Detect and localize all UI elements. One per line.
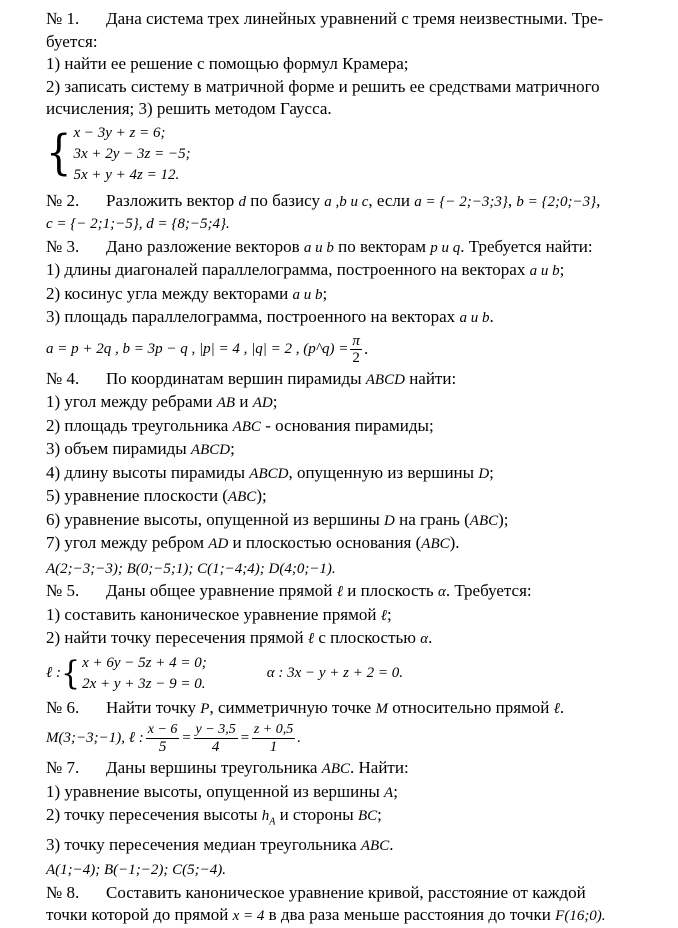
- fraction-bottom: 4: [211, 739, 220, 755]
- task-number: № 4.: [46, 368, 80, 388]
- task-text: по базису: [250, 190, 320, 210]
- fraction-bottom: 5: [158, 739, 167, 755]
- task-number: № 6.: [46, 697, 80, 717]
- item-math: ABCD: [249, 465, 289, 482]
- item-text: .: [428, 628, 433, 647]
- equation-system: [46, 123, 664, 186]
- brace-icon: {: [46, 124, 72, 180]
- item-math: ℓ: [307, 631, 315, 647]
- item-text: ;: [393, 781, 398, 801]
- task-number: № 5.: [46, 581, 80, 600]
- task-4-header: [46, 368, 664, 392]
- task-item: [46, 509, 664, 533]
- item-text: 3) точку пересечения медиан треугольника: [46, 834, 357, 854]
- task-item: [46, 804, 664, 834]
- item-math: D: [384, 512, 395, 529]
- task-number: № 8.: [46, 882, 80, 902]
- item-math: α: [420, 631, 429, 647]
- task-8-header: [46, 882, 664, 905]
- task-number: № 3.: [46, 236, 80, 256]
- task-item: [46, 391, 664, 415]
- task-text: Составить каноническое уравнение кривой, расстояние от каждой: [106, 882, 586, 902]
- task-item: [46, 438, 664, 462]
- item-math: ABC: [232, 418, 261, 435]
- item-text: 2) точку пересечения высоты: [46, 805, 258, 824]
- vectors-c-d: c = {− 2;1;−5}, d = {8;−5;4}.: [46, 216, 230, 232]
- task-3-header: [46, 236, 664, 260]
- task-text: и плоскость: [347, 581, 434, 600]
- pyramid-points: A(2;−3;−3); B(0;−5;1); C(1;−4;4); D(4;0;−1).: [46, 560, 336, 577]
- task-item: [46, 283, 664, 307]
- item-math-sub: A: [269, 816, 276, 828]
- fraction-top: z + 0,5: [253, 722, 294, 737]
- item-math: a и b: [529, 263, 560, 279]
- line-symbol: ℓ: [553, 700, 560, 717]
- item-text: 6) уравнение высоты, опущенной из вершины: [46, 509, 385, 529]
- item-text: и: [235, 392, 253, 411]
- task-3-formula: [46, 333, 664, 366]
- fraction-bottom: 2: [352, 349, 360, 366]
- item-text: ;: [272, 392, 278, 411]
- line-equation: x = 4: [232, 908, 265, 925]
- task-item: 1) найти ее решение с помощью формул Крамера;: [46, 54, 409, 73]
- item-math: AD: [252, 395, 273, 411]
- item-text: , опущенную из вершины: [288, 462, 479, 482]
- item-text: 3) площадь параллелограмма, построенного на векторах: [46, 307, 456, 326]
- item-math: ABC: [227, 489, 257, 505]
- vector-d: d: [238, 193, 247, 210]
- equals-sign: =: [181, 730, 192, 747]
- item-math: ABC: [469, 512, 499, 529]
- task-text: Дана система трех линейных уравнений с тремя неизвестными. Тре-: [106, 9, 604, 28]
- task-number: № 1.: [46, 9, 80, 28]
- task-7-header: [46, 757, 664, 781]
- task-item: [46, 604, 664, 628]
- task-text: по векторам: [338, 236, 426, 256]
- item-text: );: [498, 509, 509, 529]
- task-text: Найти точку: [106, 697, 197, 717]
- triangle-points: A(1;−4); B(−1;−2); C(5;−4).: [46, 862, 227, 879]
- fraction-top: y − 3,5: [195, 722, 236, 737]
- item-text: 1) длины диагоналей параллелограмма, построенного на векторах: [46, 260, 526, 279]
- task-5-header: [46, 580, 664, 604]
- task-text-line: буется:: [46, 31, 98, 51]
- task-text: , симметричную точке: [209, 697, 372, 717]
- item-text: 1) угол между ребрами: [46, 392, 217, 411]
- item-text: 7) угол между ребром: [46, 533, 209, 552]
- item-text: );: [256, 486, 267, 505]
- item-text: ;: [377, 805, 382, 824]
- task-2-header: № 2. Разложить вектор d по базису a ,b и c, если a = {− 2;−3;3}, b = {2;0;−3},: [46, 190, 664, 214]
- task-item: [46, 415, 664, 439]
- fraction-top: π: [352, 332, 360, 349]
- vector-b: b = {2;0;−3}: [516, 193, 597, 210]
- line-label: ℓ :: [128, 730, 144, 747]
- task-text: в два раза меньше расстояния до точки: [268, 905, 551, 925]
- equation: 5x + y + 4z = 12.: [73, 166, 180, 183]
- item-math: a и b: [292, 286, 323, 303]
- item-text: ;: [559, 260, 565, 279]
- item-text: и стороны: [279, 805, 354, 824]
- task-6-formula: [46, 722, 664, 755]
- task-text: Дано разложение векторов: [106, 236, 300, 256]
- fraction-top: x − 6: [147, 722, 178, 737]
- task-text: По координатам вершин пирамиды: [106, 368, 362, 388]
- task-text: Разложить вектор: [106, 190, 235, 210]
- item-text: ;: [386, 604, 392, 624]
- equation: 3x + 2y − 3z = −5;: [73, 145, 191, 162]
- fraction: [146, 722, 180, 755]
- item-math: ABC: [360, 837, 390, 854]
- item-text: 5) уравнение плоскости (: [46, 486, 228, 505]
- formula-end: .: [297, 730, 301, 747]
- item-math: a и b: [459, 310, 490, 326]
- item-text: 1) составить каноническое уравнение прямой: [46, 604, 377, 624]
- vectors-pq: p и q: [430, 239, 461, 256]
- basis-vectors: a ,b и c: [324, 193, 369, 210]
- equation: 2x + y + 3z − 9 = 0.: [82, 675, 206, 692]
- item-text: ;: [230, 439, 235, 458]
- task-1-header: [46, 8, 664, 31]
- task-item: 2) записать систему в матричной форме и решить ее средствами матричного: [46, 76, 600, 96]
- item-math: h: [261, 808, 270, 824]
- item-text: 1) уравнение высоты, опущенной из вершины: [46, 781, 380, 801]
- item-math: D: [478, 465, 490, 482]
- task-text: найти:: [409, 368, 457, 388]
- item-math: AD: [208, 536, 229, 552]
- item-text: - основания пирамиды;: [260, 415, 434, 435]
- item-text: .: [489, 307, 494, 326]
- task-text: .: [559, 697, 565, 717]
- item-text: 2) найти точку пересечения прямой: [46, 628, 304, 647]
- item-math: BC: [357, 808, 378, 824]
- task-number: № 7.: [46, 758, 80, 777]
- item-text: ;: [489, 462, 494, 482]
- line-label: ℓ :: [46, 665, 61, 681]
- equals-sign: =: [239, 730, 250, 747]
- item-text: 2) площадь треугольника: [46, 415, 233, 435]
- task-text: Даны вершины треугольника: [106, 758, 318, 777]
- item-text: ;: [322, 283, 328, 303]
- item-math: ABCD: [190, 442, 231, 458]
- item-text: 3) объем пирамиды: [46, 439, 191, 458]
- item-text: и плоскостью основания (: [228, 533, 422, 552]
- item-text: .: [389, 834, 394, 854]
- item-text: 4) длину высоты пирамиды: [46, 462, 250, 482]
- vector-a: a = {− 2;−3;3}: [414, 193, 508, 210]
- item-math: ℓ: [380, 607, 387, 624]
- task-text: . Требуется найти:: [460, 236, 593, 256]
- formula: .: [363, 338, 369, 358]
- equation: x + 6y − 5z + 4 = 0;: [82, 654, 207, 671]
- item-text: с плоскостью: [318, 628, 416, 647]
- task-item: исчисления; 3) решить методом Гаусса.: [46, 99, 332, 118]
- triangle-name: ABC: [321, 761, 350, 777]
- item-math: ABC: [421, 536, 450, 552]
- plane-symbol: α: [437, 584, 446, 600]
- plane-equation: α : 3x − y + z + 2 = 0.: [266, 665, 403, 681]
- brace-icon: {: [61, 653, 81, 693]
- pyramid-name: ABCD: [365, 371, 405, 388]
- task-text: . Требуется:: [445, 581, 532, 600]
- task-text: . Найти:: [350, 758, 409, 777]
- point-m-coords: M(3;−3;−1),: [46, 730, 125, 747]
- item-text: 2) косинус угла между векторами: [46, 283, 289, 303]
- point-m: M: [375, 700, 388, 717]
- equation: x − 3y + z = 6;: [73, 124, 166, 141]
- fraction: [194, 722, 238, 755]
- task-number: № 2.: [46, 190, 80, 210]
- fraction-bottom: 1: [269, 739, 278, 755]
- item-math: A: [384, 784, 394, 801]
- task-item: [46, 306, 664, 330]
- point-p: P: [200, 700, 210, 717]
- task-item: [46, 781, 664, 805]
- fraction: [350, 333, 362, 366]
- point-f: F(16;0).: [555, 908, 606, 925]
- formula: a = p + 2q , b = 3p − q , |p| = 4 , |q| = 2 , (p^q) =: [46, 340, 349, 357]
- task-item: [46, 627, 664, 651]
- task-item: [46, 834, 664, 858]
- item-text: ).: [449, 533, 460, 552]
- vectors-ab: a и b: [303, 239, 334, 256]
- line-system: [46, 653, 664, 695]
- task-text: , если: [368, 190, 410, 210]
- line-symbol: ℓ: [336, 584, 343, 600]
- item-math: AB: [216, 395, 236, 411]
- task-text: относительно прямой: [392, 697, 550, 717]
- task-text-line: [46, 904, 664, 928]
- task-item: [46, 532, 664, 556]
- task-6-header: [46, 697, 664, 721]
- task-text: точки которой до прямой: [46, 905, 229, 925]
- task-item: [46, 259, 664, 283]
- fraction: [252, 722, 295, 755]
- task-item: [46, 485, 664, 509]
- item-text: на грань (: [394, 509, 470, 529]
- task-text: Даны общее уравнение прямой: [106, 581, 333, 600]
- task-item: [46, 462, 664, 486]
